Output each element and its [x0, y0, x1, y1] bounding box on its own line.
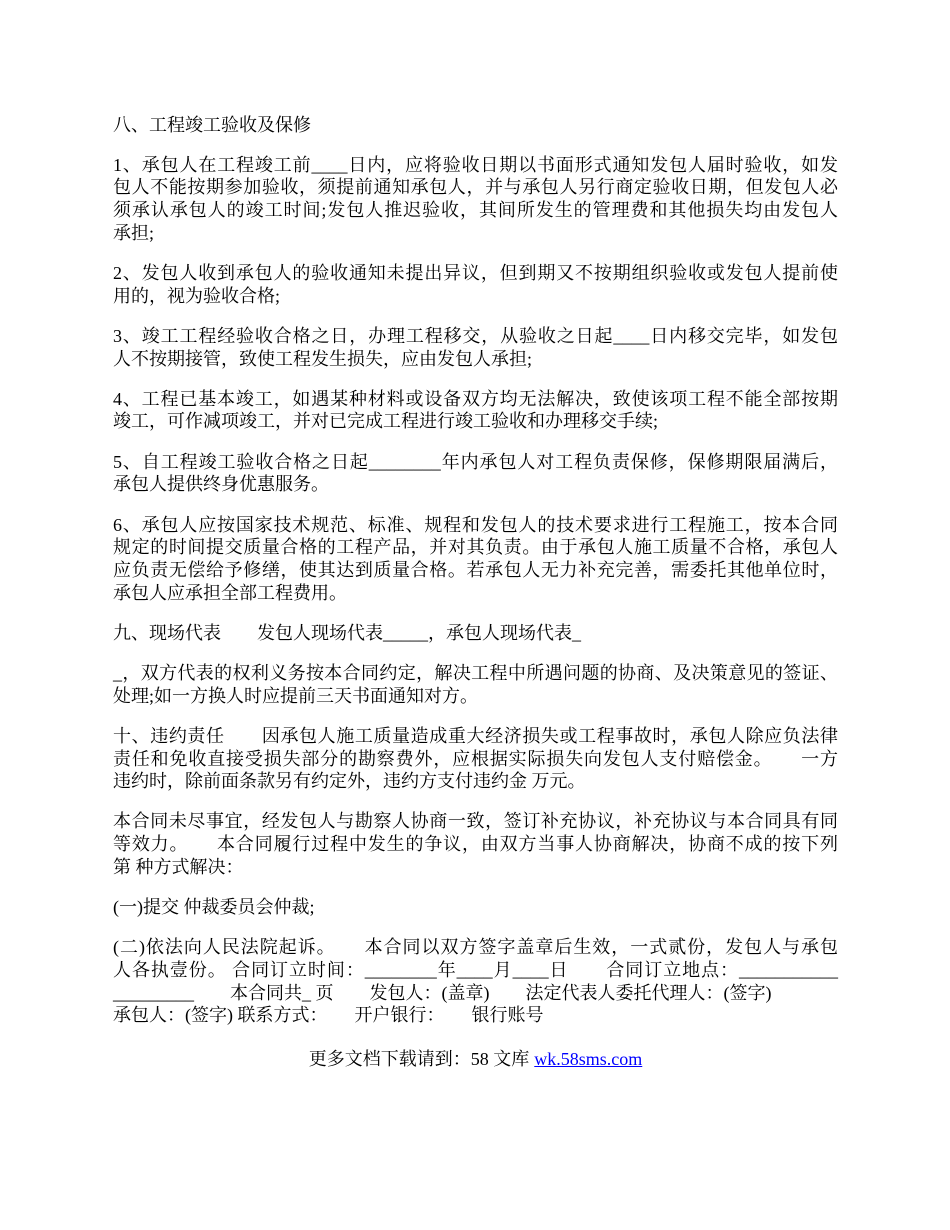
paragraph-line: 5、自工程竣工验收合格之日起________年内承包人对工程负责保修，保修期限届满后， [113, 451, 838, 472]
paragraph-line: 3、竣工工程经验收合格之日，办理工程移交，从验收之日起____日内移交完毕，如发包 [113, 325, 838, 346]
section-10-liability [113, 725, 838, 793]
paragraph-line: 处理;如一方换人时应提前三天书面通知对方。 [113, 685, 478, 706]
paragraph-line: 1、承包人在工程竣工前____日内，应将验收日期以书面形式通知发包人届时验收，如发 [113, 154, 838, 175]
clause-8-3 [113, 325, 838, 370]
paragraph-line: 竣工，可作减项竣工，并对已完成工程进行竣工验收和办理移交手续; [113, 411, 658, 432]
section-heading-text: 八、工程竣工验收及保修 [113, 114, 311, 135]
footer [113, 1048, 838, 1071]
section-9-site-representatives [113, 622, 838, 645]
paragraph-line: 应负责无偿给予修缮，使其达到质量合格。若承包人无力补充完善，需委托其他单位时， [113, 559, 838, 580]
paragraph-line: 承担; [113, 222, 155, 243]
paragraph-line: 等效力。 本合同履行过程中发生的争议，由双方当事人协商解决，协商不成的按下列 [113, 834, 838, 855]
dispute-option-1 [113, 896, 838, 919]
paragraph-line: _，双方代表的权利义务按本合同约定，解决工程中所遇问题的协商、及决策意见的签证、 [113, 662, 838, 683]
clause-8-6 [113, 514, 838, 605]
supplementary-clause [113, 810, 838, 878]
paragraph-line: 人不按期接管，致使工程发生损失，应由发包人承担; [113, 348, 532, 369]
paragraph-line: 须承认承包人的竣工时间;发包人推迟验收，其间所发生的管理费和其他损失均由发包人 [113, 200, 838, 221]
paragraph-line: 4、工程已基本竣工，如遇某种材料或设备双方均无法解决，致使该项工程不能全部按期 [113, 388, 838, 409]
clause-8-5 [113, 451, 838, 496]
paragraph-line: 包人不能按期参加验收，须提前通知承包人，并与承包人另行商定验收日期，但发包人必 [113, 177, 838, 198]
paragraph-line: 九、现场代表 发包人现场代表_____，承包人现场代表_ [113, 622, 581, 643]
paragraph-line: 第 种方式解决： [113, 856, 244, 877]
paragraph-line: 承包人提供终身优惠服务。 [113, 474, 329, 495]
footer-link[interactable]: wk.58sms.com [534, 1049, 643, 1070]
paragraph-line: 人各执壹份。 合同订立时间：________年____月____日 合同订立地点：___________ [113, 959, 838, 980]
paragraph-line: 2、发包人收到承包人的验收通知未提出异议，但到期又不按期组织验收或发包人提前使 [113, 263, 838, 284]
clause-8-1 [113, 154, 838, 245]
section-9-continued [113, 662, 838, 707]
footer-text: 更多文档下载请到：58 文库 [308, 1049, 530, 1070]
paragraph-line: 违约时，除前面条款另有约定外，违约方支付违约金 万元。 [113, 771, 586, 792]
paragraph-line: (二)依法向人民法院起诉。 本合同以双方签字盖章后生效，一式贰份，发包人与承包 [113, 937, 838, 958]
paragraph-line: 用的，视为验收合格; [113, 285, 281, 306]
paragraph-line: 本合同未尽事宜，经发包人与勘察人协商一致，签订补充协议，补充协议与本合同具有同 [113, 811, 838, 832]
paragraph-line: 承包人：(签字) 联系方式： 开户银行： 银行账号 [113, 1005, 544, 1026]
paragraph-line: 承包人应承担全部工程费用。 [113, 582, 347, 603]
dispute-option-2-signatures [113, 936, 838, 1027]
section-heading-8 [113, 114, 838, 137]
paragraph-line: (一)提交 仲裁委员会仲裁; [113, 896, 315, 917]
clause-8-2 [113, 262, 838, 307]
paragraph-line: 十、违约责任 因承包人施工质量造成重大经济损失或工程事故时，承包人除应负法律 [113, 725, 838, 746]
paragraph-line: 6、承包人应按国家技术规范、标准、规程和发包人的技术要求进行工程施工，按本合同 [113, 514, 838, 535]
clause-8-4 [113, 388, 838, 433]
document-page [113, 114, 838, 1071]
paragraph-line: 规定的时间提交质量合格的工程产品，并对其负责。由于承包人施工质量不合格，承包人 [113, 537, 838, 558]
paragraph-line: 责任和免收直接受损失部分的勘察费外，应根据实际损失向发包人支付赔偿金。 一方 [113, 748, 838, 769]
paragraph-line: _________ 本合同共_ 页 发包人：(盖章) 法定代表人委托代理人：(签字) [113, 982, 772, 1003]
